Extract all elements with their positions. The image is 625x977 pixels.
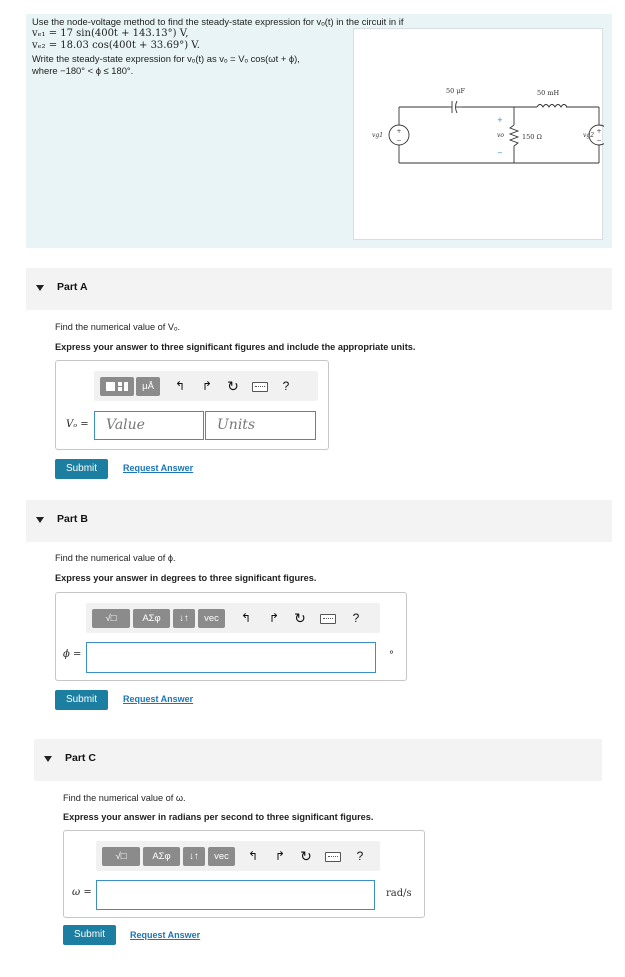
inductor-label: 50 mH (537, 89, 560, 97)
problem-statement (26, 14, 612, 248)
problem-intro: Use the node-voltage method to find the steady-state expression for vₒ(t) in the circuit in if (32, 16, 404, 27)
vg2-expression: vₑ₂ = 18.03 cos(400t + 33.69°) V. (32, 40, 200, 51)
part-a-answer-box (55, 360, 329, 450)
part-a-submit-button[interactable]: Submit (55, 459, 108, 479)
help-icon[interactable]: ? (356, 849, 364, 863)
resistor-label: 150 Ω (522, 133, 542, 141)
part-a-title: Part A (57, 281, 88, 293)
sub-superscript-button[interactable]: ↓↑ (173, 609, 195, 628)
reset-icon[interactable]: ↻ (294, 610, 306, 626)
part-b-variable-label: ϕ = (63, 649, 82, 660)
part-a-header[interactable] (26, 268, 612, 310)
part-a-request-answer-link[interactable]: Request Answer (123, 463, 194, 473)
greek-symbols-button[interactable]: ΑΣφ (133, 609, 170, 628)
phi-range: where −180° < ϕ ≤ 180°. (32, 65, 134, 76)
part-c-title: Part C (65, 752, 96, 764)
circuit-svg (354, 29, 604, 241)
part-b-find: Find the numerical value of ϕ. (55, 553, 176, 563)
sqrt-template-button[interactable]: √□ (102, 847, 140, 866)
circuit-diagram (353, 28, 603, 240)
part-a-variable-label: Vₒ = (66, 419, 89, 430)
templates-icon (100, 377, 134, 396)
part-b-answer-box (55, 592, 407, 681)
vg1-expression: vₑ₁ = 17 sin(400t + 143.13°) V, (32, 28, 189, 39)
undo-icon[interactable]: ↰ (240, 611, 252, 625)
vo-label: vo (497, 132, 505, 139)
phi-input[interactable] (86, 642, 376, 673)
vector-button[interactable]: vec (208, 847, 235, 866)
source2-label: vg2 (583, 132, 595, 139)
part-b-request-answer-link[interactable]: Request Answer (123, 694, 194, 704)
redo-icon[interactable]: ↱ (268, 611, 280, 625)
keyboard-icon[interactable] (325, 852, 341, 862)
part-b-title: Part B (57, 513, 88, 525)
redo-icon[interactable]: ↱ (201, 379, 213, 393)
degree-unit: ° (389, 650, 394, 661)
collapse-triangle-icon[interactable] (36, 517, 44, 523)
source1-plus: + (396, 128, 402, 135)
part-c-express: Express your answer in radians per second to three significant figures. (63, 812, 374, 822)
part-c-find: Find the numerical value of ω. (63, 793, 186, 803)
capacitor-label: 50 μF (446, 87, 466, 95)
help-icon[interactable]: ? (352, 611, 360, 625)
part-c-submit-button[interactable]: Submit (63, 925, 116, 945)
templates-button[interactable] (100, 377, 134, 396)
source1-minus: − (396, 137, 402, 144)
vo-plus: + (497, 116, 503, 124)
undo-icon[interactable]: ↰ (174, 379, 186, 393)
part-c-header[interactable] (34, 739, 602, 781)
collapse-triangle-icon[interactable] (36, 285, 44, 291)
sub-superscript-button[interactable]: ↓↑ (183, 847, 205, 866)
part-c-variable-label: ω = (72, 887, 92, 898)
part-a-toolbar (94, 371, 318, 401)
reset-icon[interactable]: ↻ (227, 378, 239, 394)
reset-icon[interactable]: ↻ (300, 848, 312, 864)
vo-minus: − (497, 149, 503, 157)
undo-icon[interactable]: ↰ (247, 849, 259, 863)
part-a-find: Find the numerical value of Vₒ. (55, 322, 181, 332)
omega-input[interactable] (96, 880, 375, 910)
units-input[interactable]: Units (205, 411, 316, 440)
rad-per-second-unit: rad/s (386, 888, 412, 899)
value-input[interactable]: Value (94, 411, 204, 440)
greek-symbols-button[interactable]: ΑΣφ (143, 847, 180, 866)
keyboard-icon[interactable] (252, 382, 268, 392)
units-button[interactable]: μÅ (136, 377, 160, 396)
problem-write-instruction: Write the steady-state expression for vₒ(t) as vₒ = Vₒ cos(ωt + ϕ), (32, 53, 300, 64)
source2-plus: + (596, 128, 602, 135)
collapse-triangle-icon[interactable] (44, 756, 52, 762)
part-c-answer-box (63, 830, 425, 918)
part-b-submit-button[interactable]: Submit (55, 690, 108, 710)
help-icon[interactable]: ? (282, 379, 290, 393)
source2-minus: − (596, 137, 602, 144)
part-b-toolbar (86, 603, 380, 633)
redo-icon[interactable]: ↱ (274, 849, 286, 863)
part-a-express: Express your answer to three significant figures and include the appropriate units. (55, 342, 416, 352)
sqrt-template-button[interactable]: √□ (92, 609, 130, 628)
part-b-header[interactable] (26, 500, 612, 542)
part-c-request-answer-link[interactable]: Request Answer (130, 930, 201, 940)
source1-label: vg1 (372, 132, 384, 139)
part-c-toolbar (96, 841, 380, 871)
part-b-express: Express your answer in degrees to three significant figures. (55, 573, 317, 583)
vector-button[interactable]: vec (198, 609, 225, 628)
keyboard-icon[interactable] (320, 614, 336, 624)
